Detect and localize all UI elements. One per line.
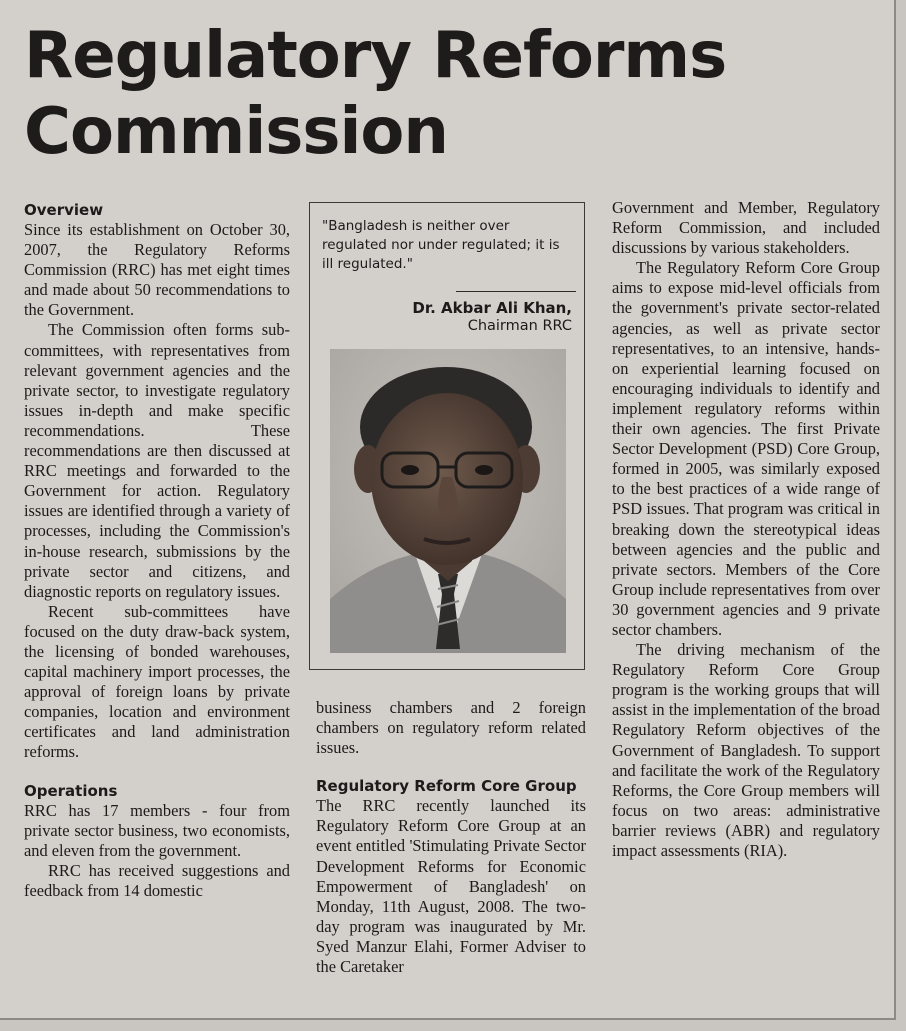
core-group-heading: Regulatory Reform Core Group — [316, 777, 577, 796]
column-1 — [24, 200, 290, 901]
core-group-paragraph-3: The driving mechanism of the Regulatory Reform Core Group program is the working groups that will assist in the implementation of the broad Regulatory Reform objectives of the Government of Bangladesh. To support and facilitate the work of the Regulatory Reforms, the Core Group members will focus on two areas: administrative barrier reviews (ABR) and regulatory impact assessments (RIA). — [612, 640, 880, 860]
title-line-2: Commission — [24, 95, 448, 169]
quote-attribution — [412, 299, 572, 335]
portrait-illustration — [330, 349, 566, 653]
portrait-photo — [330, 349, 566, 653]
column-3 — [612, 198, 880, 861]
operations-paragraph-2: RRC has received suggestions and feedback from 14 domestic — [24, 860, 290, 900]
overview-paragraph-2: The Commission often forms sub-committees, with representatives from relevant government agencies and the private sector, to investigate regulatory issues in-depth and make specific recommendations. These recommendations are then discussed at RRC meetings and forwarded to the Government for action. Regulatory issues are identified through a variety of processes, including the Commission's in-house research, submissions by the private sector and citizens, and diagnostic reports on regulatory issues. — [24, 320, 290, 601]
core-group-paragraph-1-continued: Government and Member, Regulatory Reform Commission, and included discussions by various stakeholders. — [612, 198, 880, 258]
core-group-paragraph-2: The Regulatory Reform Core Group aims to expose mid-level officials from the government's private sector-related agencies, as well as private sector representatives, to an intensive, hands-on experiential learning focused on encouraging individuals to identify and implement regulatory reforms within their own agencies. The first Private Sector Development (PSD) Core Group, formed in 2005, was similarly exposed to the best practices of a wide range of PSD issues. That program was critical in breaking down the stereotypical ideas between agencies and the public and private sectors. Members of the Core Group include representatives from over 30 government agencies and 9 private sector chambers. — [612, 258, 880, 639]
operations-paragraph-1: RRC has 17 members - four from private sector business, two economists, and eleven from the government. — [24, 800, 290, 860]
overview-paragraph-3: Recent sub-committees have focused on the duty draw-back system, the licensing of bonded warehouses, capital machinery import processes, the approval of foreign loans by private companies, location and environment certificates and land administration reforms. — [24, 601, 290, 762]
column-2 — [316, 698, 586, 977]
overview-paragraph-1: Since its establishment on October 30, 2007, the Regulatory Reforms Commission (RRC) has met eight times and made about 50 recommendations to the Government. — [24, 220, 290, 320]
core-group-paragraph-1: The RRC recently launched its Regulatory Reform Core Group at an event entitled 'Stimulating Private Sector Development Reforms for Economic Empowerment of Bangladesh' on Monday, 11th August, 2008. The two-day program was inaugurated by Mr. Syed Manzur Elahi, Former Adviser to the Caretaker — [316, 796, 586, 977]
author-role: Chairman RRC — [467, 318, 572, 334]
article-title — [24, 18, 884, 170]
quote-divider — [456, 291, 576, 292]
overview-heading: Overview — [24, 201, 104, 219]
author-name: Dr. Akbar Ali Khan, — [412, 299, 572, 317]
pull-quote: "Bangladesh is neither over regulated nor under regulated; it is ill regulated." — [322, 218, 560, 272]
operations-heading: Operations — [24, 781, 118, 800]
quote-box — [309, 202, 585, 670]
title-line-1: Regulatory Reforms — [24, 19, 727, 93]
operations-paragraph-2-continued: business chambers and 2 foreign chambers on regulatory reform related issues. — [316, 698, 586, 758]
